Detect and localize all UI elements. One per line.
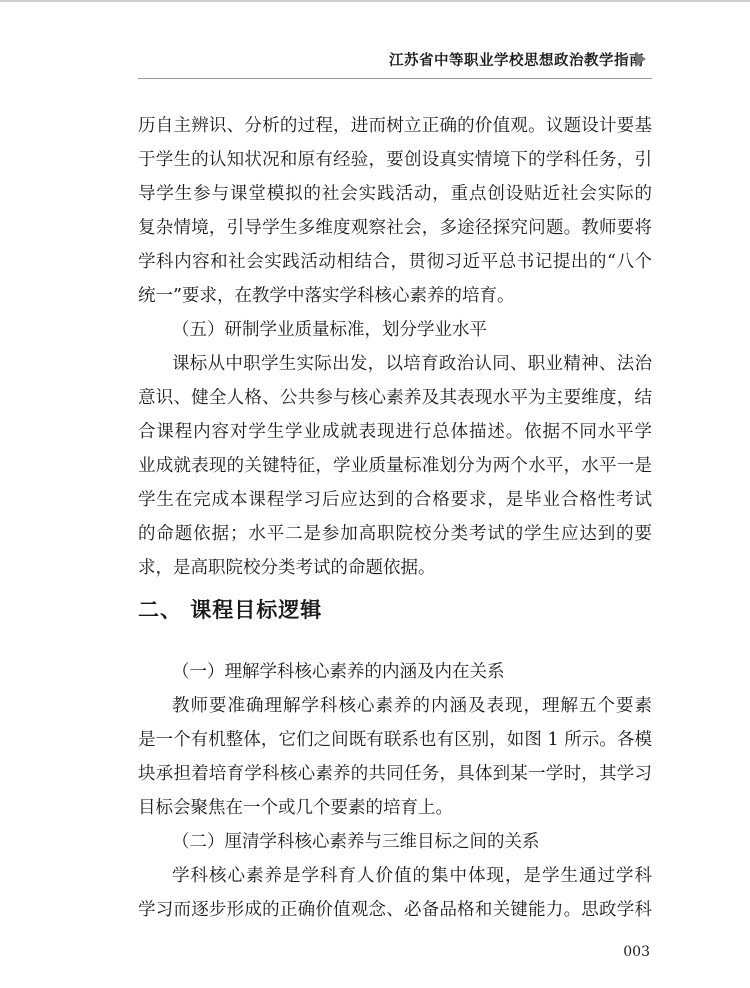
paragraph-line: 复杂情境，引导学生多维度观察社会，多途径探究问题。教师要将 — [138, 218, 652, 238]
paragraph-line: 学科核心素养是学科育人价值的集中体现，是学生通过学科 — [172, 866, 652, 886]
subheading-five: （五）研制学业质量标准，划分学业水平 — [172, 320, 487, 340]
paragraph-line: 目标会聚焦在一个或几个要素的培育上。 — [138, 798, 453, 818]
page-number: 003 — [623, 944, 650, 960]
running-header: 江苏省中等职业学校思想政治教学指南 — [389, 53, 644, 69]
paragraph-line: 学生在完成本课程学习后应达到的合格要求，是毕业合格性考试 — [138, 490, 652, 510]
paragraph-line: 的命题依据；水平二是参加高职院校分类考试的学生应达到的要 — [138, 524, 652, 544]
paragraph-line: 学科内容和社会实践活动相结合，贯彻习近平总书记提出的“八个 — [138, 252, 652, 272]
paragraph-line: 统一”要求，在教学中落实学科核心素养的培育。 — [138, 286, 515, 306]
header-rule — [138, 78, 652, 79]
paragraph-line: 教师要准确理解学科核心素养的内涵及表现，理解五个要素 — [172, 696, 652, 716]
paragraph-line: 合课程内容对学生学业成就表现进行总体描述。依据不同水平学 — [138, 422, 652, 442]
subheading-two: （二）厘清学科核心素养与三维目标之间的关系 — [172, 832, 540, 852]
section-heading: 二、 课程目标逻辑 — [138, 598, 323, 622]
paragraph-line: 于学生的认知状况和原有经验，要创设真实情境下的学科任务，引 — [138, 150, 652, 170]
top-border — [0, 0, 750, 2]
paragraph-line: 历自主辨识、分析的过程，进而树立正确的价值观。议题设计要基 — [138, 116, 652, 136]
paragraph-line: 块承担着培育学科核心素养的共同任务，具体到某一学时，其学习 — [138, 764, 652, 784]
paragraph-line: 学习而逐步形成的正确价值观念、必备品格和关键能力。思政学科 — [138, 900, 652, 920]
paragraph-line: 意识、健全人格、公共参与核心素养及其表现水平为主要维度，结 — [138, 388, 652, 408]
header-arrow-icon — [636, 52, 646, 66]
paragraph-line: 课标从中职学生实际出发，以培育政治认同、职业精神、法治 — [172, 354, 652, 374]
paragraph-line: 业成就表现的关键特征，学业质量标准划分为两个水平，水平一是 — [138, 456, 652, 476]
paragraph-line: 是一个有机整体，它们之间既有联系也有区别，如图 1 所示。各模 — [138, 730, 652, 750]
subheading-one: （一）理解学科核心素养的内涵及内在关系 — [172, 662, 505, 682]
paragraph-line: 求，是高职院校分类考试的命题依据。 — [138, 558, 436, 578]
paragraph-line: 导学生参与课堂模拟的社会实践活动，重点创设贴近社会实际的 — [138, 184, 652, 204]
